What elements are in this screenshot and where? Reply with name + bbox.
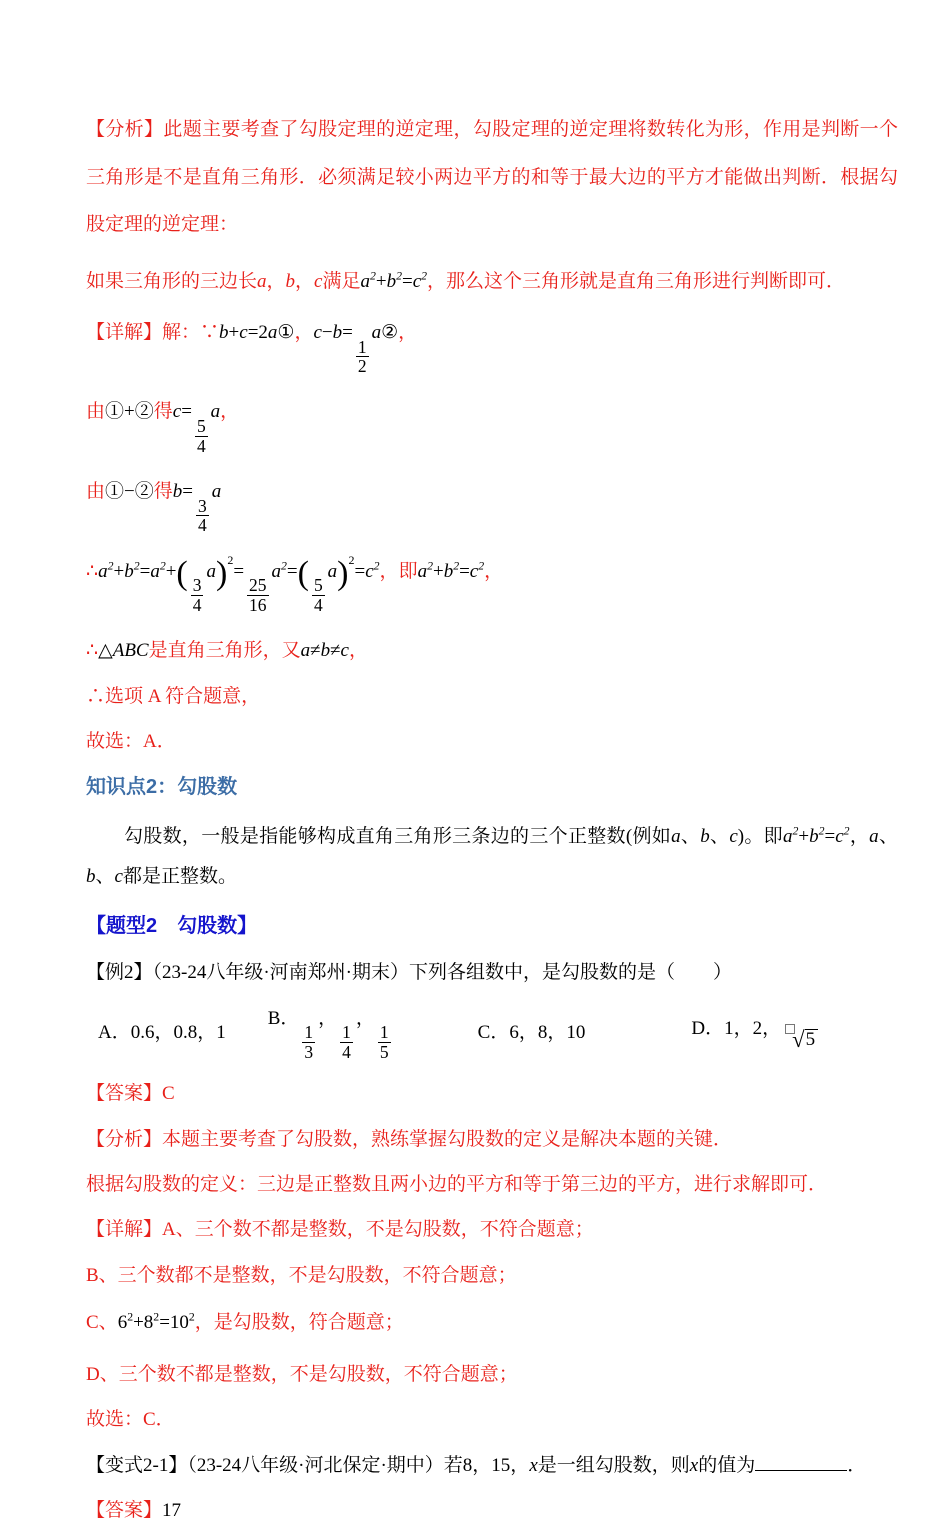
text-run: +: [798, 826, 810, 848]
text-run: =: [342, 321, 353, 343]
exponent: 2: [281, 559, 287, 573]
exponent: 2: [227, 552, 234, 567]
text-run: B、三个数都不是整数，不是勾股数，不符合题意；: [86, 1264, 517, 1286]
text-run: $a^2$: [271, 559, 287, 582]
text-run: b: [285, 270, 296, 292]
text-run: C．6，8，10: [477, 1021, 586, 1043]
example-2-detail-d: [86, 1360, 898, 1389]
text-run: (: [176, 554, 188, 592]
text-run: $10^2$: [169, 1310, 195, 1334]
fraction: [378, 1023, 391, 1061]
text-run: a: [206, 560, 216, 582]
text-run: ∴选项 A 符合题意，: [86, 685, 261, 707]
text-run: ∵: [200, 321, 220, 343]
fraction: [196, 497, 209, 535]
text-run: b: [86, 866, 96, 888]
text-run: −: [321, 321, 333, 343]
answer-choice-a-line: [86, 727, 898, 756]
text-run: ．: [847, 1454, 867, 1476]
exponent: 2: [427, 559, 433, 573]
text-run: =: [286, 560, 298, 582]
fraction-denominator: 16: [249, 594, 267, 615]
text-run: ②: [134, 481, 154, 502]
option-d: [691, 1014, 818, 1051]
text-run: +: [432, 560, 444, 582]
fraction: [191, 576, 204, 614]
exponent: 2: [373, 559, 380, 573]
option-c: [478, 1018, 586, 1047]
text-run: −: [124, 481, 135, 502]
fraction-numerator: 3: [198, 495, 207, 516]
exponent: 2: [478, 559, 485, 573]
option-b: [268, 1004, 394, 1062]
fraction-denominator: 4: [342, 1041, 351, 1062]
text-run: 都是正整数。: [122, 866, 237, 888]
exponent: 2: [188, 1310, 195, 1324]
fraction: [312, 576, 325, 614]
fraction: [302, 1023, 315, 1061]
text-run: =2: [247, 321, 268, 343]
exponent: 2: [370, 269, 376, 283]
text-run: 【题型2 勾股数】: [86, 915, 258, 938]
text-run: c: [114, 866, 123, 888]
text-run: △: [98, 640, 113, 662]
text-run: 、: [680, 826, 701, 848]
text-run: ≠: [310, 640, 321, 662]
fraction-denominator: 5: [379, 1041, 389, 1062]
fraction-numerator: 1: [357, 336, 367, 357]
exponent: 2: [133, 559, 140, 573]
text-run: b: [320, 640, 331, 662]
fraction-denominator: 3: [304, 1041, 314, 1062]
text-run: +: [133, 1312, 144, 1334]
option-a: [98, 1018, 226, 1047]
text-run: c: [239, 321, 248, 343]
text-run: $c^2$: [835, 825, 850, 848]
radicand: 5: [805, 1029, 819, 1051]
exponent: 2: [792, 825, 799, 839]
text-run: 得: [153, 401, 173, 423]
text-run: =: [139, 560, 151, 582]
inverse-theorem-line: [86, 267, 898, 296]
fraction-denominator: 4: [313, 594, 323, 615]
text-run: =: [233, 560, 245, 582]
text-run: 的值为: [698, 1454, 756, 1476]
equation-b-line: [86, 477, 898, 535]
text-run: 即: [398, 560, 418, 582]
text-run: ，: [220, 401, 240, 423]
text-run: 、: [709, 826, 730, 848]
example-2-options: [86, 1004, 898, 1062]
text-run: =: [181, 401, 192, 423]
fraction: [340, 1023, 353, 1061]
text-run: 【例2】（23-24八年级·河南郑州·期末）下列各组数中，是勾股数的是（ ）: [86, 962, 732, 984]
text-run: ②: [381, 321, 399, 343]
example-2-conclusion: [86, 1405, 898, 1434]
text-run: 、: [878, 826, 898, 848]
text-run: $b^2$: [809, 825, 825, 848]
text-run: B．: [267, 1007, 300, 1029]
text-run: 故选：A．: [86, 730, 176, 752]
text-run: )$^2$: [337, 552, 355, 592]
text-run: ，: [379, 560, 399, 582]
text-run: (: [297, 554, 309, 592]
text-run: 【答案】: [86, 1500, 163, 1522]
text-run: +: [124, 401, 135, 423]
text-run: 由: [86, 401, 106, 423]
text-run: =: [354, 560, 366, 582]
text-run: ，: [318, 1007, 338, 1029]
fraction-numerator: 1: [304, 1022, 314, 1043]
fraction-denominator: 4: [196, 435, 206, 456]
text-run: 【详解】解：: [86, 321, 201, 343]
text-run: ABC: [112, 640, 149, 662]
worksheet-page: [86, 0, 898, 1526]
text-run: a: [211, 481, 222, 502]
equation-squares-line: [86, 552, 898, 615]
text-run: ，: [348, 640, 368, 662]
example-2-analysis-2: [86, 1170, 898, 1199]
text-run: a: [300, 640, 311, 662]
text-run: c: [340, 640, 349, 662]
exponent: 2: [421, 269, 428, 283]
exponent: 2: [396, 269, 402, 283]
text-run: ，: [398, 321, 418, 343]
text-run: =: [159, 1312, 170, 1334]
fraction: [195, 417, 208, 455]
fraction-denominator: 2: [357, 356, 367, 377]
text-run: )。即: [737, 826, 783, 848]
exponent: 2: [127, 1310, 134, 1324]
text-run: ①: [105, 401, 125, 423]
text-run: 故选：C．: [86, 1409, 175, 1431]
text-run: +: [165, 560, 177, 582]
text-run: a: [267, 321, 278, 343]
text-run: a: [257, 270, 267, 292]
text-run: ∴: [86, 560, 99, 582]
text-run: ①: [105, 481, 125, 502]
text-run: ①: [277, 321, 295, 343]
conclusion-triangle-line: [86, 636, 898, 665]
answer-blank: [755, 1451, 847, 1471]
exponent: 2: [153, 1310, 160, 1324]
example-2-detail-b: [86, 1261, 898, 1290]
text-run: ，: [355, 1007, 375, 1029]
text-run: =: [824, 826, 836, 848]
text-run: C、: [86, 1312, 118, 1334]
text-run: $6^2$: [117, 1310, 134, 1334]
text-run: c: [172, 401, 182, 423]
text-run: ≠: [330, 640, 341, 662]
text-run: )$^2$: [215, 552, 234, 592]
text-run: +: [113, 560, 125, 582]
radical-sign-icon: √: [792, 1027, 805, 1053]
text-run: ，那么这个三角形就是直角三角形进行判断即可．: [427, 270, 846, 292]
text-run: $a^2$: [360, 269, 376, 292]
text-run: =: [182, 481, 193, 502]
text-run: $b^2$: [443, 559, 460, 582]
text-run: c: [313, 321, 322, 343]
text-run: 如果三角形的三边长: [86, 270, 258, 292]
fraction-denominator: 4: [192, 594, 202, 615]
variant-2-1-answer: [86, 1496, 898, 1525]
text-run: ∴: [86, 640, 99, 662]
fraction: [356, 338, 369, 376]
text-run: $c^2$: [412, 269, 428, 292]
text-run: ，: [266, 270, 286, 292]
text-run: $a^2$: [98, 559, 114, 582]
text-run: a: [371, 321, 382, 343]
exponent: 2: [818, 825, 825, 839]
text-run: 得: [153, 481, 173, 502]
text-run: $b^2$: [124, 559, 140, 582]
variant-2-1-question: [86, 1451, 898, 1480]
text-run: $a^2$: [150, 559, 166, 582]
text-run: D、三个数不都是整数，不是勾股数，不符合题意；: [86, 1363, 518, 1385]
text-run: 由: [86, 481, 106, 502]
text-run: a: [869, 826, 879, 848]
text-run: ，: [294, 321, 314, 343]
text-run: 知识点2：勾股数: [86, 776, 238, 799]
text-run: c: [729, 826, 738, 848]
detail-solution-line: [86, 318, 898, 376]
text-run: ，: [295, 270, 315, 292]
text-run: a: [210, 401, 221, 423]
text-run: b: [172, 481, 183, 502]
pythagorean-numbers-definition: [86, 817, 898, 897]
radical-expression: [785, 1024, 818, 1051]
exponent: 2: [159, 559, 166, 573]
fraction-numerator: 25: [249, 575, 267, 596]
text-run: A．0.6，0.8，1: [98, 1021, 226, 1043]
fraction: [247, 576, 268, 614]
text-run: D．1，2，: [691, 1017, 782, 1039]
example-2-answer: [86, 1079, 898, 1108]
exponent: 2: [843, 825, 850, 839]
text-run: $c^2$: [365, 559, 380, 582]
exponent: 2: [107, 559, 114, 573]
text-run: 【变式2-1】（23-24八年级·河北保定·期中）若8，15，: [86, 1454, 530, 1476]
text-run: 勾股数，一般是指能够构成直角三角形三条边的三个正整数(例如: [124, 826, 672, 848]
text-run: 【分析】此题主要考查了勾股定理的逆定理，勾股定理的逆定理将数转化为形，作用是判断一个三角形是不是直角三角形．必须满足较小两边平方的和等于最大边的平方才能做出判断．根据勾股定理的逆定理：: [86, 119, 898, 235]
text-run: 是一组勾股数，则: [537, 1454, 690, 1476]
text-run: 【分析】本题主要考查了勾股数，熟练掌握勾股数的定义是解决本题的关键．: [86, 1128, 733, 1150]
example-2-question: [86, 958, 898, 987]
fraction-numerator: 1: [379, 1022, 389, 1043]
text-run: a: [671, 826, 681, 848]
text-run: =: [459, 560, 470, 582]
topic-type-2-heading: [86, 911, 898, 942]
text-run: ，: [484, 560, 504, 582]
text-run: $8^2$: [143, 1310, 160, 1334]
fraction-numerator: 1: [342, 1022, 351, 1043]
fraction-denominator: 4: [198, 515, 207, 536]
example-2-analysis-1: [86, 1125, 898, 1154]
text-run: a: [327, 560, 338, 582]
fraction-numerator: 3: [192, 575, 202, 596]
text-run: 满足: [322, 270, 361, 292]
text-run: =: [402, 270, 413, 292]
text-run: ，是勾股数，符合题意；: [194, 1312, 404, 1334]
analysis-1-paragraph: [86, 106, 898, 249]
text-run: 【答案】C: [86, 1083, 175, 1105]
knowledge-point-2-heading: [86, 772, 898, 803]
example-2-detail-c: [86, 1308, 898, 1337]
fraction-numerator: 5: [313, 575, 323, 596]
text-run: 是直角三角形，又: [148, 640, 301, 662]
text-run: b: [700, 826, 710, 848]
text-run: x: [529, 1454, 538, 1476]
text-run: c: [314, 270, 323, 292]
text-run: ，: [849, 826, 870, 848]
fraction-numerator: 5: [196, 416, 206, 437]
text-run: $b^2$: [386, 269, 402, 292]
text-run: 【详解】A、三个数不都是整数，不是勾股数，不符合题意；: [86, 1219, 594, 1241]
conclusion-option-line: [86, 682, 898, 711]
text-run: b: [219, 321, 229, 343]
example-2-detail-a: [86, 1215, 898, 1244]
text-run: $a^2$: [782, 825, 799, 848]
text-run: 根据勾股数的定义：三边是正整数且两小边的平方和等于第三边的平方，进行求解即可．: [86, 1174, 828, 1195]
text-run: $a^2$: [417, 559, 433, 582]
text-run: x: [689, 1454, 699, 1476]
text-run: +: [228, 321, 240, 343]
text-run: $c^2$: [469, 559, 485, 582]
text-run: 17: [162, 1500, 182, 1522]
text-run: +: [375, 270, 387, 292]
equation-c-line: [86, 397, 898, 455]
exponent: 2: [348, 552, 355, 567]
text-run: b: [332, 321, 343, 343]
text-run: ②: [134, 401, 154, 423]
text-run: 、: [95, 866, 115, 888]
exponent: 2: [453, 559, 460, 573]
